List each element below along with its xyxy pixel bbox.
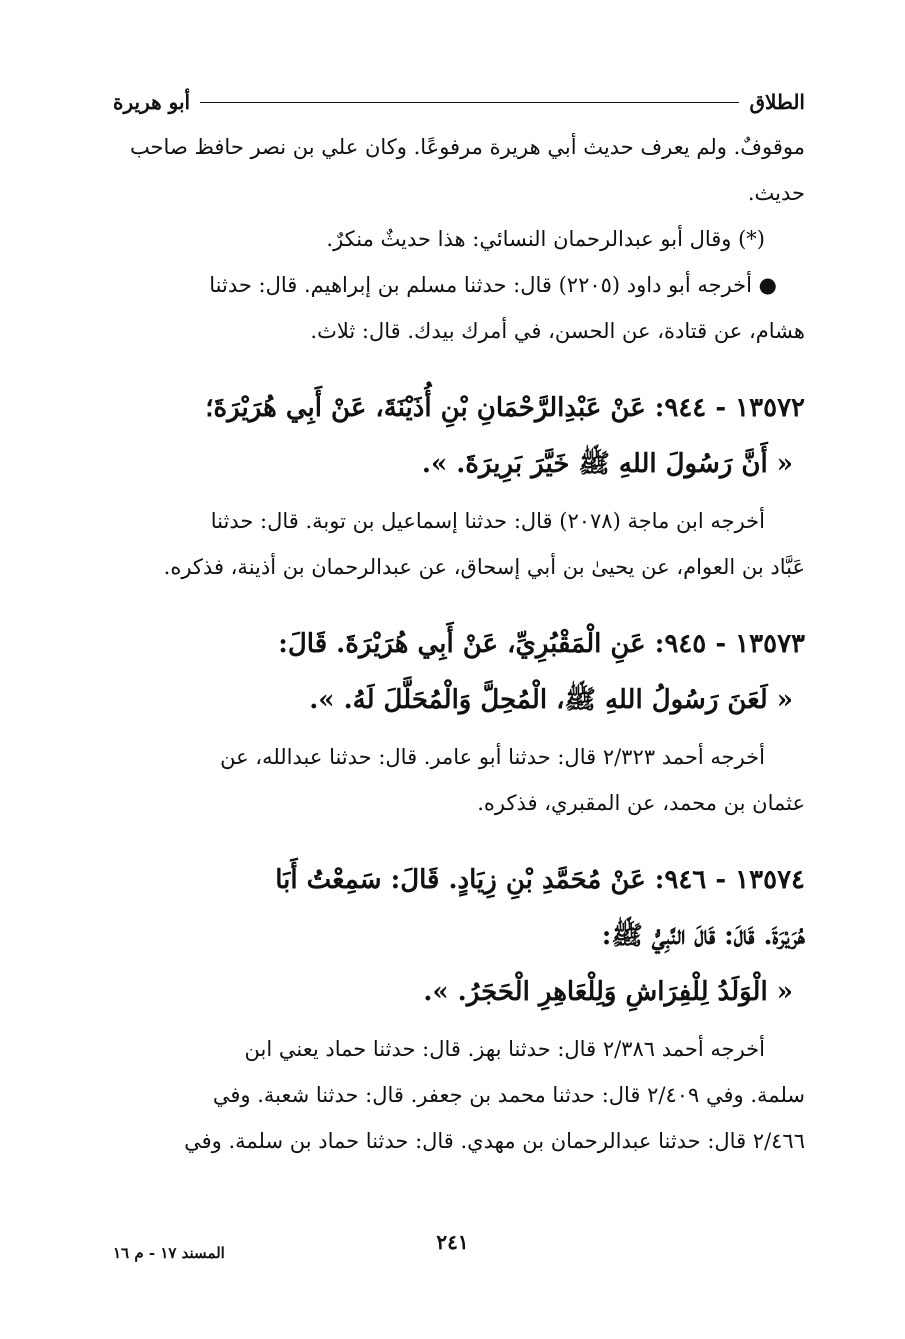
running-header — [113, 82, 805, 122]
hadith-946-line-1: ١٣٥٧٤ - ٩٤٦: عَنْ مُحَمَّدِ بْنِ زِيَادٍ. قَالَ: سَمِعْتُ أَبَا — [275, 865, 805, 895]
section-gap — [110, 354, 805, 380]
hadith-945-line-1: ١٣٥٧٣ - ٩٤٥: عَنِ الْمَقْبُرِيِّ، عَنْ أَبِي هُرَيْرَةَ. قَالَ: — [278, 629, 805, 659]
hadith-944-line-2: « أَنَّ رَسُولَ اللهِ ﷺ خَيَّرَ بَرِيرَةَ. ». — [421, 449, 793, 479]
header-rule — [200, 102, 739, 103]
intro-line-4: ● أخرجه أبو داود (٢٢٠٥) قال: حدثنا مسلم بن إبراهيم. قال: حدثنا — [209, 273, 777, 297]
hadith-946-line-2: هُرَيْرَةَ. قَالَ: قَالَ النَّبِيُّ ﷺ: — [601, 921, 805, 951]
intro-line-5: هشام، عن قتادة، عن الحسن، في أمرك بيدك. قال: ثلاث. — [310, 319, 805, 343]
hadith-944-source-1: أخرجه ابن ماجة (٢٠٧٨) قال: حدثنا إسماعيل بن توبة. قال: حدثنا — [210, 509, 765, 533]
hadith-945-line-2: « لَعَنَ رَسُولُ اللهِ ﷺ، الْمُحِلَّ وَالْمُحَلَّلَ لَهُ. ». — [309, 685, 793, 715]
hadith-946-line-3: « الْوَلَدُ لِلْفِرَاشِ وَلِلْعَاهِرِ الْحَجَرُ. ». — [423, 977, 793, 1007]
page-number: ٢٤١ — [436, 1230, 469, 1254]
header-narrator: أبو هريرة — [113, 90, 191, 114]
hadith-945-source-1: أخرجه أحمد ٢/٣٢٣ قال: حدثنا أبو عامر. قال: حدثنا عبدالله، عن — [220, 745, 765, 769]
section-gap — [110, 590, 805, 616]
intro-line-1: موقوفٌ. ولم يعرف حديث أبي هريرة مرفوعًا. وكان علي بن نصر حافظ صاحب — [129, 135, 805, 159]
page-body — [110, 124, 805, 1164]
intro-line-2: حديث. — [747, 181, 805, 205]
hadith-946-source-3: ٢/٤٦٦ قال: حدثنا عبدالرحمان بن مهدي. قال: حدثنا حماد بن سلمة. وفي — [184, 1129, 805, 1153]
signature-mark: المسند ١٧ - م ١٦ — [113, 1244, 225, 1262]
hadith-945-source-2: عثمان بن محمد، عن المقبري، فذكره. — [477, 791, 805, 815]
intro-line-3: (*) وقال أبو عبدالرحمان النسائي: هذا حديثٌ منكرٌ. — [326, 227, 765, 251]
section-gap — [110, 826, 805, 852]
header-chapter: الطلاق — [749, 90, 805, 114]
hadith-944-source-2: عَبَّاد بن العوام، عن يحيىٰ بن أبي إسحاق، عن عبدالرحمان بن أذينة، فذكره. — [163, 555, 805, 579]
hadith-946-source-1: أخرجه أحمد ٢/٣٨٦ قال: حدثنا بهز. قال: حدثنا حماد يعني ابن — [244, 1037, 765, 1061]
hadith-944-line-1: ١٣٥٧٢ - ٩٤٤: عَنْ عَبْدِالرَّحْمَانِ بْنِ أُذَيْنَةَ، عَنْ أَبِي هُرَيْرَةَ؛ — [205, 393, 805, 423]
hadith-946-source-2: سلمة. وفي ٢/٤٠٩ قال: حدثنا محمد بن جعفر. قال: حدثنا شعبة. وفي — [212, 1083, 805, 1107]
